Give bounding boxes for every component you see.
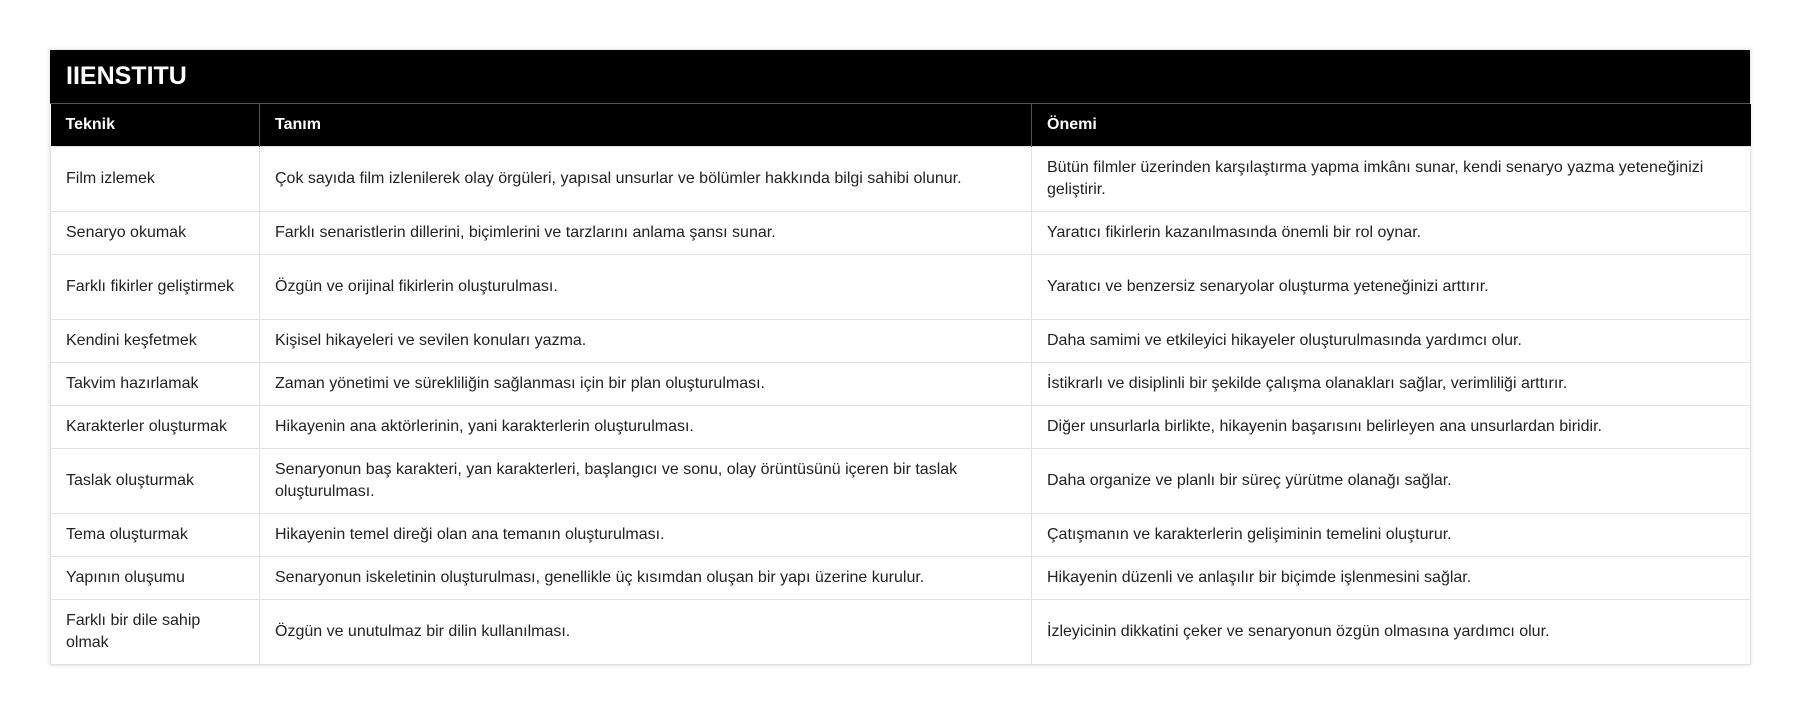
cell-tanim: Senaryonun iskeletinin oluşturulması, genellikle üç kısımdan oluşan bir yapı üzerine kurulur. [260,556,1032,599]
cell-tanim: Senaryonun baş karakteri, yan karakterleri, başlangıcı ve sonu, olay örüntüsünü içeren bir taslak oluşturulması. [260,448,1032,513]
cell-teknik: Farklı bir dile sahip olmak [51,599,260,664]
header-row [51,104,1751,146]
cell-onemi: İzleyicinin dikkatini çeker ve senaryonun özgün olmasına yardımcı olur. [1032,599,1751,664]
techniques-table [50,104,1751,665]
table-row [51,513,1751,556]
table-row [51,556,1751,599]
cell-tanim: Hikayenin ana aktörlerinin, yani karakterlerin oluşturulması. [260,405,1032,448]
table-row [51,319,1751,362]
cell-teknik: Film izlemek [51,146,260,211]
cell-teknik: Tema oluşturmak [51,513,260,556]
cell-tanim: Farklı senaristlerin dillerini, biçimlerini ve tarzlarını anlama şansı sunar. [260,211,1032,254]
cell-onemi: İstikrarlı ve disiplinli bir şekilde çalışma olanakları sağlar, verimliliği arttırır. [1032,362,1751,405]
table-row [51,146,1751,211]
cell-onemi: Hikayenin düzenli ve anlaşılır bir biçimde işlenmesini sağlar. [1032,556,1751,599]
cell-teknik: Farklı fikirler geliştirmek [51,254,260,319]
table-row [51,211,1751,254]
cell-teknik: Kendini keşfetmek [51,319,260,362]
cell-onemi: Çatışmanın ve karakterlerin gelişiminin temelini oluşturur. [1032,513,1751,556]
cell-onemi: Diğer unsurlarla birlikte, hikayenin başarısını belirleyen ana unsurlardan biridir. [1032,405,1751,448]
table-title: IIENSTITU [50,50,1750,104]
cell-teknik: Senaryo okumak [51,211,260,254]
cell-teknik: Takvim hazırlamak [51,362,260,405]
cell-tanim: Özgün ve orijinal fikirlerin oluşturulması. [260,254,1032,319]
cell-onemi: Yaratıcı ve benzersiz senaryolar oluşturma yeteneğinizi arttırır. [1032,254,1751,319]
column-header-teknik: Teknik [51,104,260,146]
cell-tanim: Hikayenin temel direği olan ana temanın oluşturulması. [260,513,1032,556]
cell-onemi: Bütün filmler üzerinden karşılaştırma yapma imkânı sunar, kendi senaryo yazma yeteneğinizi geliştirir. [1032,146,1751,211]
table-row [51,362,1751,405]
column-header-onemi: Önemi [1032,104,1751,146]
cell-teknik: Karakterler oluşturmak [51,405,260,448]
cell-onemi: Daha organize ve planlı bir süreç yürütme olanağı sağlar. [1032,448,1751,513]
column-header-tanim: Tanım [260,104,1032,146]
table-row [51,448,1751,513]
techniques-table-card [50,50,1750,665]
cell-tanim: Kişisel hikayeleri ve sevilen konuları yazma. [260,319,1032,362]
table-row [51,405,1751,448]
cell-tanim: Çok sayıda film izlenilerek olay örgüleri, yapısal unsurlar ve bölümler hakkında bilgi sahibi olunur. [260,146,1032,211]
table-row [51,599,1751,664]
cell-onemi: Yaratıcı fikirlerin kazanılmasında önemli bir rol oynar. [1032,211,1751,254]
cell-onemi: Daha samimi ve etkileyici hikayeler oluşturulmasında yardımcı olur. [1032,319,1751,362]
cell-tanim: Zaman yönetimi ve sürekliliğin sağlanması için bir plan oluşturulması. [260,362,1032,405]
cell-tanim: Özgün ve unutulmaz bir dilin kullanılması. [260,599,1032,664]
cell-teknik: Yapının oluşumu [51,556,260,599]
cell-teknik: Taslak oluşturmak [51,448,260,513]
table-row [51,254,1751,319]
